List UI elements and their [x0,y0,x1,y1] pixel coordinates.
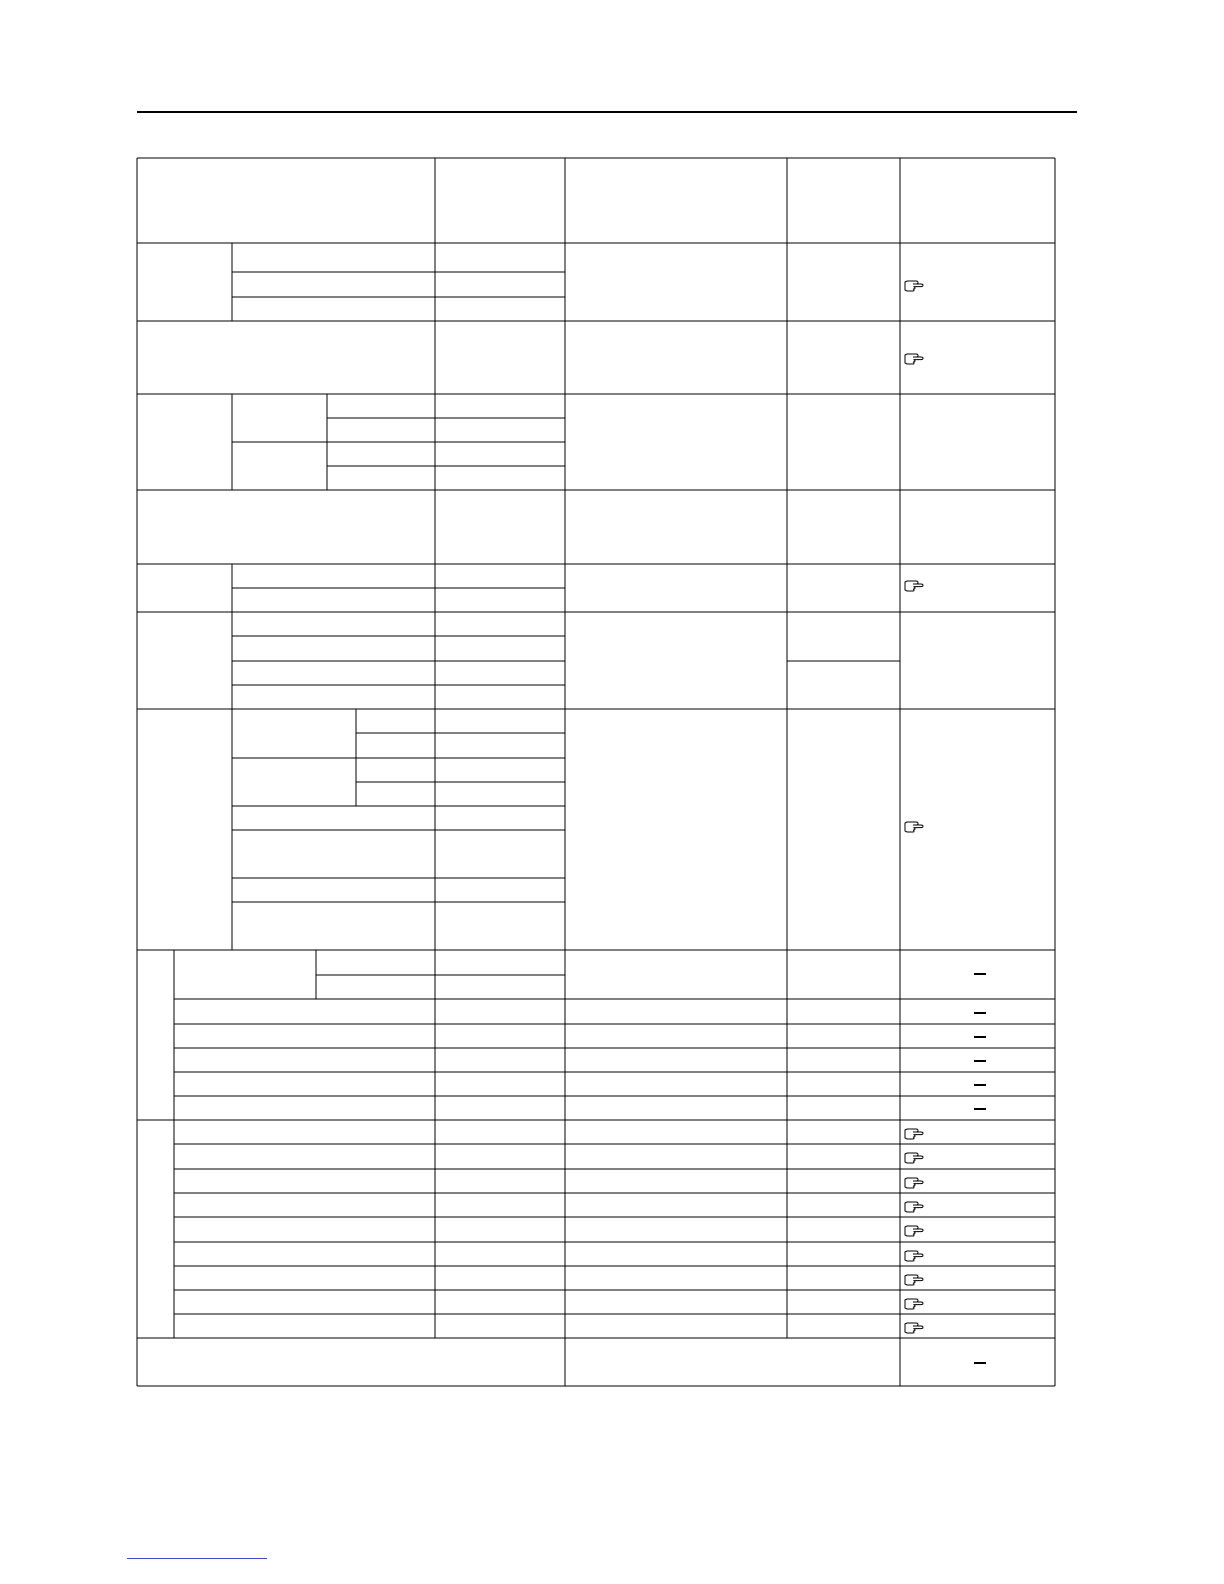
pointing-hand-icon [904,819,924,833]
dash-icon [974,973,986,975]
pointing-hand-icon [904,1248,924,1262]
pointing-hand-icon [904,1320,924,1334]
dash-icon [974,1060,986,1062]
pointing-hand-icon [904,1175,924,1189]
pointing-hand-icon [904,1199,924,1213]
pointing-hand-icon [904,578,924,592]
dash-icon [974,1108,986,1110]
pointing-hand-icon [904,1272,924,1286]
dash-icon [974,1012,986,1014]
dash-icon [974,1036,986,1038]
footer-link-underline[interactable] [127,1558,267,1559]
pointing-hand-icon [904,1126,924,1140]
pointing-hand-icon [904,1296,924,1310]
pointing-hand-icon [904,1223,924,1237]
pointing-hand-icon [904,351,924,365]
dash-icon [974,1362,986,1364]
pointing-hand-icon [904,1150,924,1164]
dash-icon [974,1084,986,1086]
pointing-hand-icon [904,278,924,292]
